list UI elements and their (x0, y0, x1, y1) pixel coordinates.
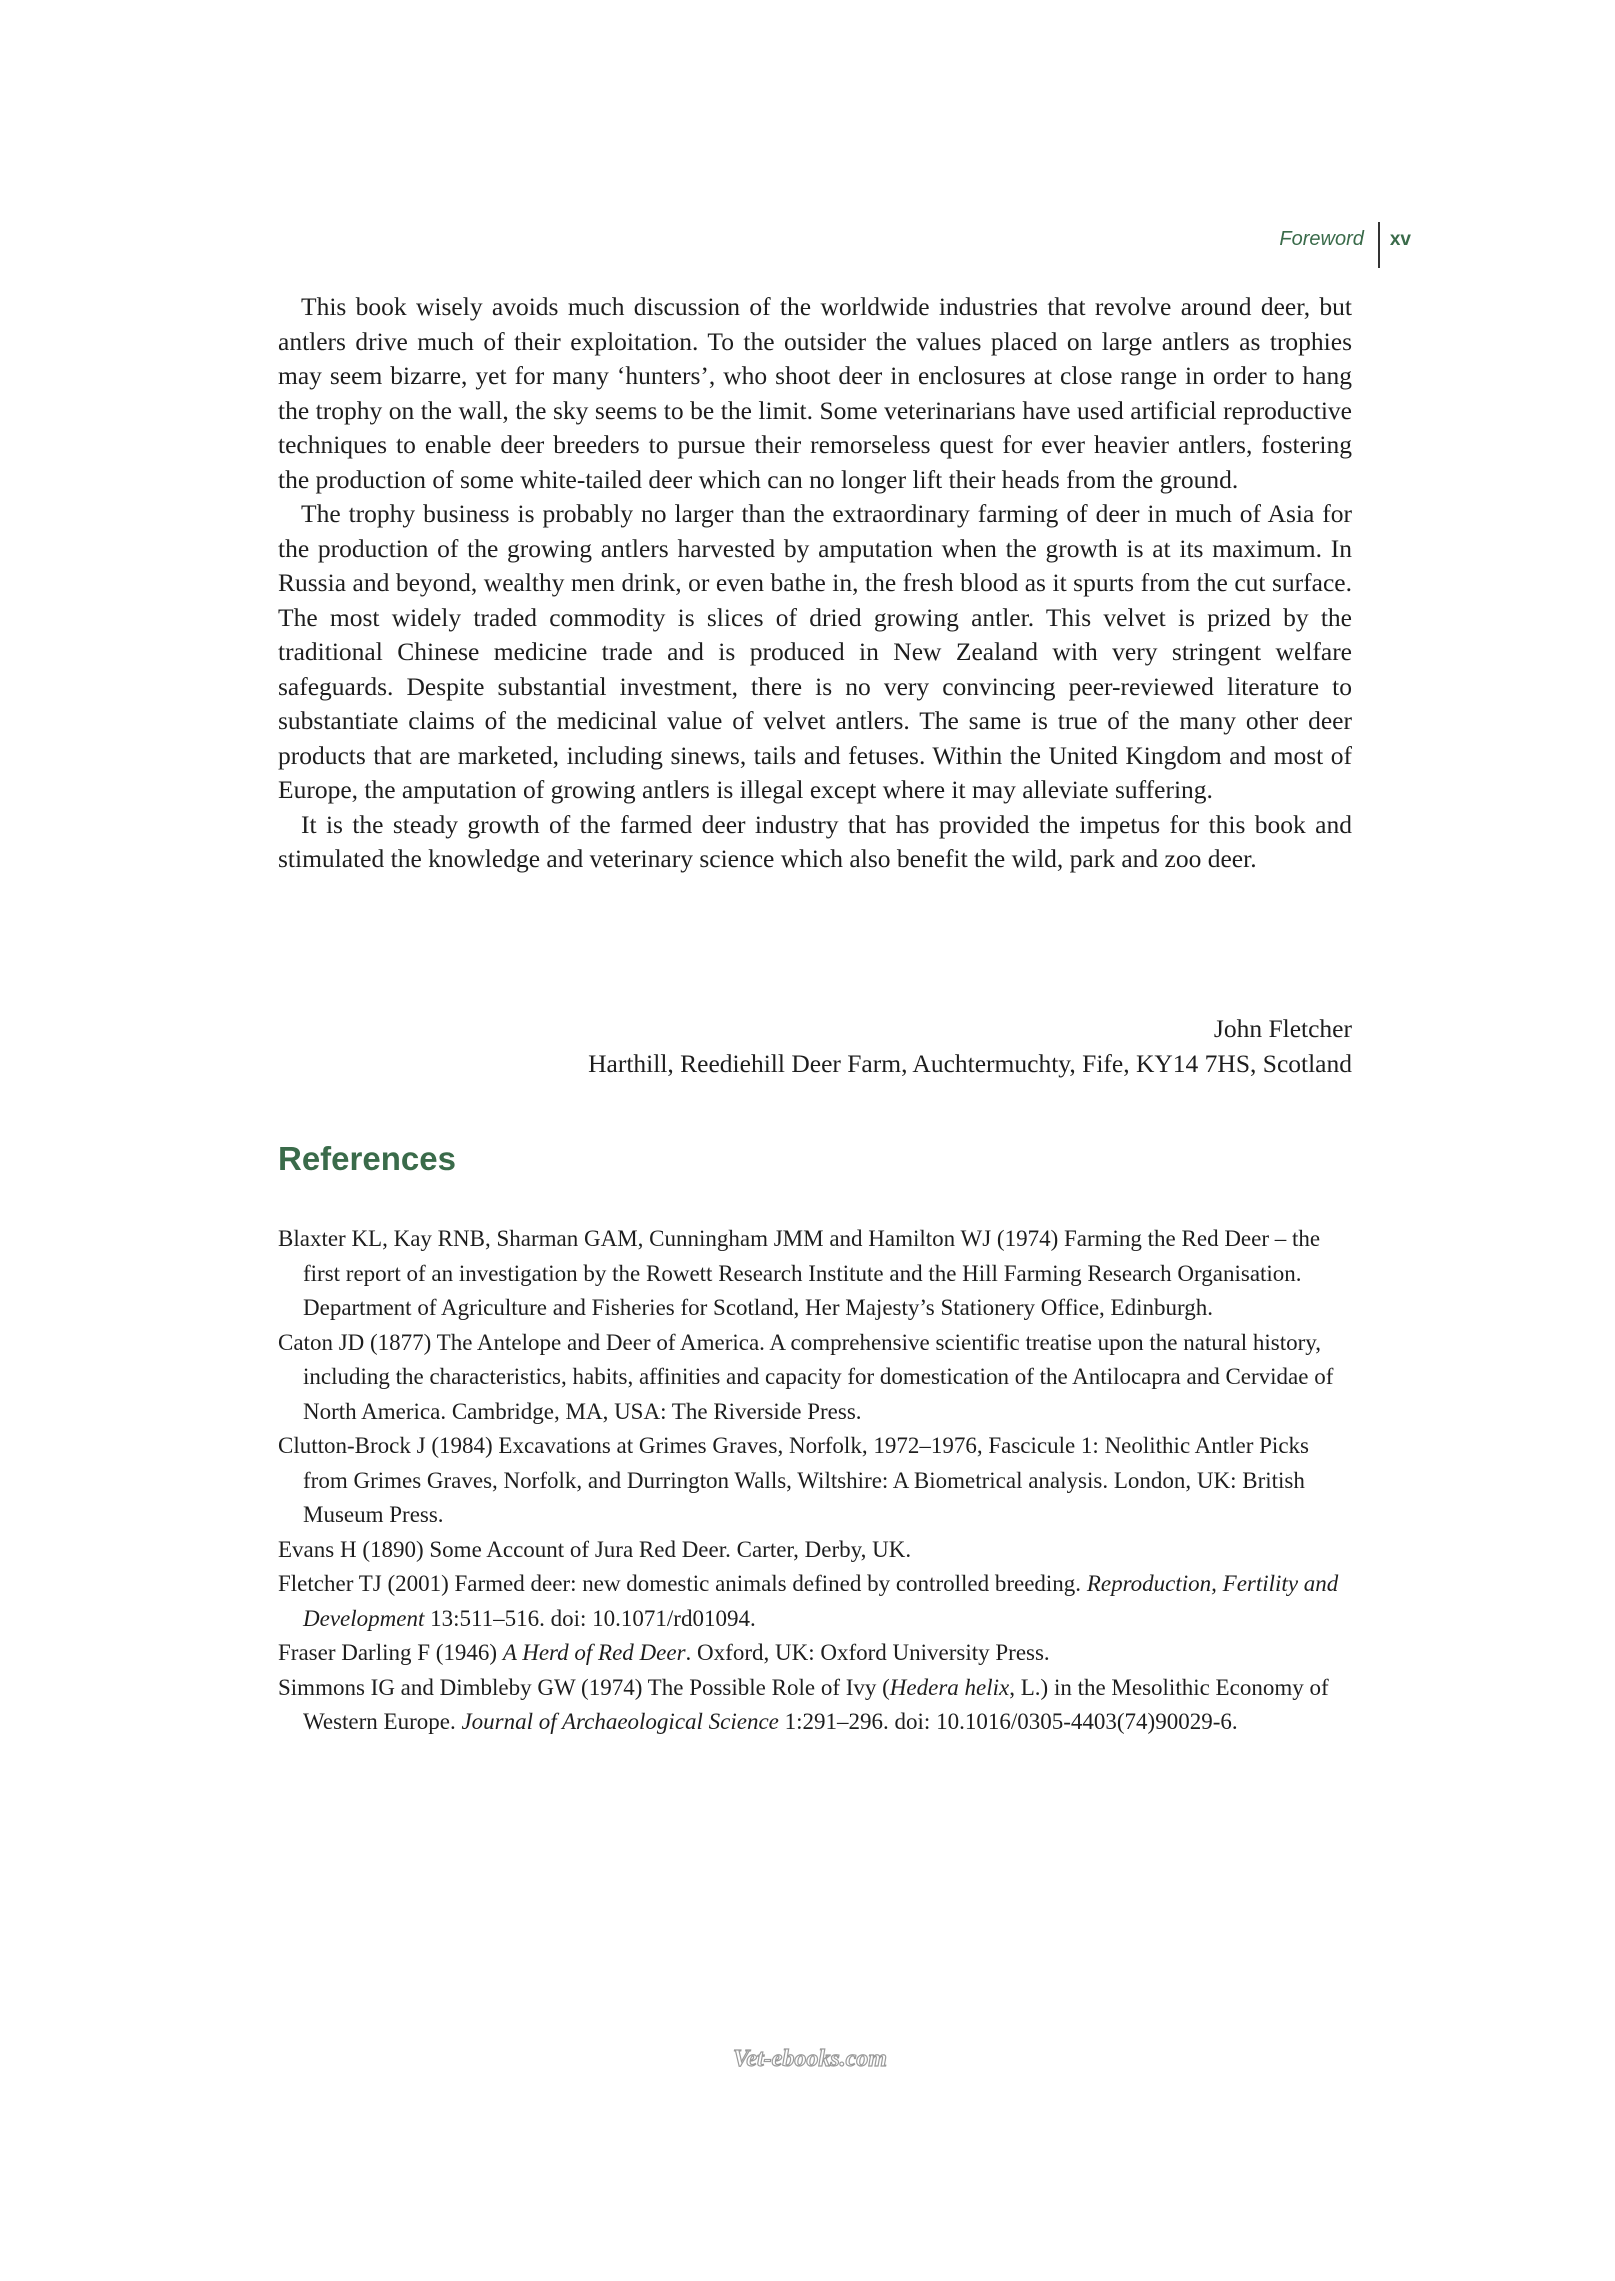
signature-block (278, 1012, 1352, 1081)
watermark-text: Vet-ebooks.com (733, 2046, 887, 2072)
reference-item: Simmons IG and Dimbleby GW (1974) The Possible Role of Ivy (Hedera helix, L.) in the Mesolithic Economy of Western Europe. Journal of Archaeological Science 1:291–296. doi: 10.1016/0305-4403(74)90029-6. (278, 1674, 1329, 1734)
paragraph: This book wisely avoids much discussion of the worldwide industries that revolve around deer, but antlers drive much of their exploitation. To the outsider the values placed on large antlers as trophies may seem bizarre, yet for many ‘hunters’, who shoot deer in enclosures at close range in order to hang the trophy on the wall, the sky seems to be the limit. Some veterinarians have used artificial reproductive techniques to enable deer breeders to pursue their remorseless quest for ever heavier antlers, fostering the production of some white-tailed deer which can no longer lift their heads from the ground. (278, 292, 1352, 494)
page-number: xv (1389, 229, 1411, 250)
foreword-body (278, 290, 1352, 877)
author-address: Harthill, Reediehill Deer Farm, Auchtermuchty, Fife, KY14 7HS, Scotland (588, 1048, 1352, 1078)
references-heading: References (278, 1140, 456, 1177)
reference-list (278, 1222, 1352, 1740)
author-name: John Fletcher (1213, 1014, 1352, 1043)
watermark-logo (710, 2038, 910, 2078)
reference-item: Fletcher TJ (2001) Farmed deer: new domestic animals defined by controlled breeding. Reproduction, Fertility and Development 13:511–516. doi: 10.1071/rd01094. (278, 1571, 1339, 1631)
running-title: Foreword (1279, 228, 1364, 250)
reference-item: Clutton-Brock J (1984) Excavations at Grimes Graves, Norfolk, 1972–1976, Fascicule 1: Neolithic Antler Picks from Grimes Graves, Norfolk, and Durrington Walls, Wiltshire: A Biometrical analysis. London, UK: British Museum Press. (278, 1433, 1309, 1527)
running-head (1279, 222, 1411, 270)
reference-item: Caton JD (1877) The Antelope and Deer of America. A comprehensive scientific treatise upon the natural history, including the characteristics, habits, affinities and capacity for domestication of the Antilocapra and Cervidae of North America. Cambridge, MA, USA: The Riverside Press. (278, 1329, 1334, 1424)
reference-item: Fraser Darling F (1946) A Herd of Red Deer. Oxford, UK: Oxford University Press. (278, 1640, 1050, 1665)
reference-item: Evans H (1890) Some Account of Jura Red Deer. Carter, Derby, UK. (278, 1536, 912, 1562)
paragraph: It is the steady growth of the farmed deer industry that has provided the impetus for this book and stimulated the knowledge and veterinary science which also benefit the wild, park and zoo deer. (278, 809, 1352, 873)
reference-item: Blaxter KL, Kay RNB, Sharman GAM, Cunningham JMM and Hamilton WJ (1974) Farming the Red Deer – the first report of an investigation by the Rowett Research Institute and the Hill Farming Research Organisation. Department of Agriculture and Fisheries for Scotland, Her Majesty’s Stationery Office, Edinburgh. (278, 1226, 1321, 1320)
paragraph: The trophy business is probably no larger than the extraordinary farming of deer in much of Asia for the production of the growing antlers harvested by amputation when the growth is at its maximum. In Russia and beyond, wealthy men drink, or even bathe in, the fresh blood as it spurts from the cut surface. The most widely traded commodity is slices of dried growing antler. This velvet is prized by the traditional Chinese medicine trade and is produced in New Zealand with very stringent welfare safeguards. Despite substantial investment, there is no very convincing peer-reviewed literature to substantiate claims of the medicinal value of velvet antlers. The same is true of the many other deer products that are marketed, including sinews, tails and fetuses. Within the United Kingdom and most of Europe, the amputation of growing antlers is illegal except where it may alleviate suffering. (278, 499, 1352, 804)
